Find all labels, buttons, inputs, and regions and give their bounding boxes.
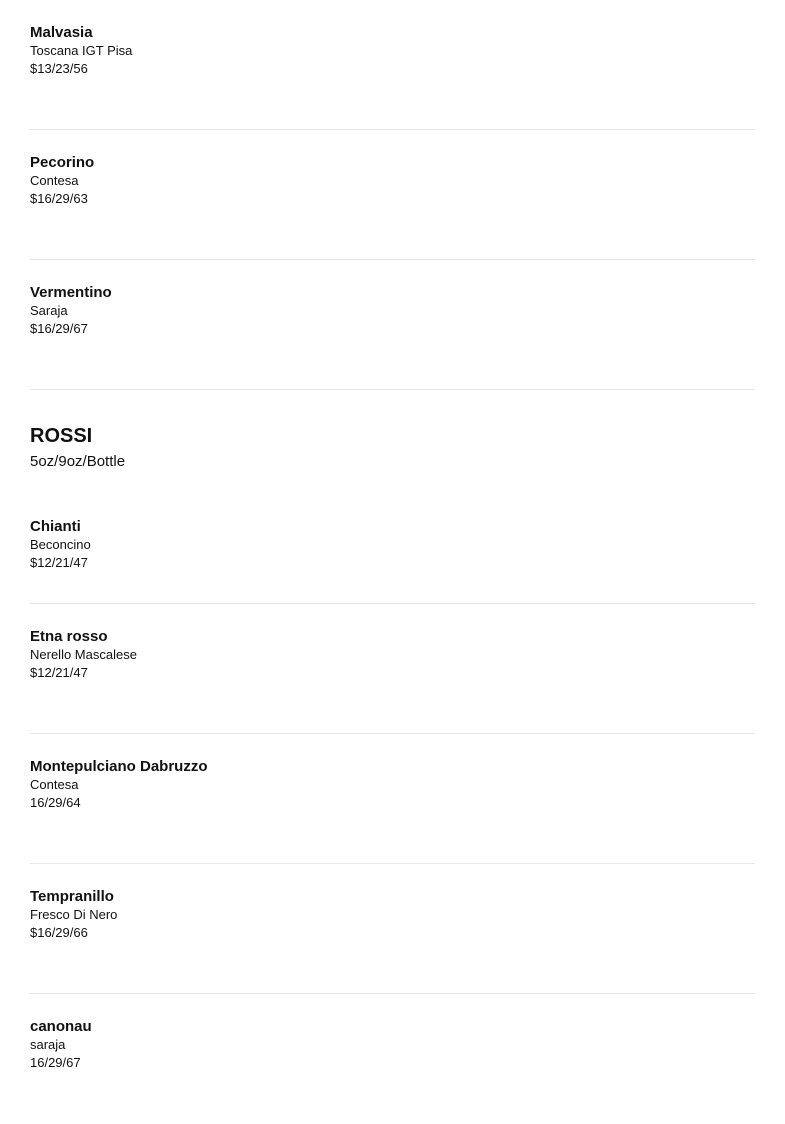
item-name: Montepulciano Dabruzzo	[30, 758, 208, 775]
menu-item-canonau	[30, 994, 755, 1124]
item-name: Pecorino	[30, 154, 95, 171]
item-description: Saraja	[30, 303, 68, 318]
item-price: $16/29/67	[30, 321, 88, 336]
item-name: Vermentino	[30, 284, 112, 301]
item-description: Beconcino	[30, 537, 91, 552]
menu-item-vermentino	[30, 260, 755, 390]
item-name: Chianti	[30, 518, 81, 535]
item-name: Malvasia	[30, 24, 93, 41]
section-header-rossi	[30, 390, 755, 496]
section-title: ROSSI	[30, 425, 93, 447]
item-name: Tempranillo	[30, 888, 114, 905]
item-price: $13/23/56	[30, 61, 88, 76]
item-name: canonau	[30, 1018, 92, 1035]
item-description: Nerello Mascalese	[30, 647, 137, 662]
item-description: Toscana IGT Pisa	[30, 43, 133, 58]
item-description: Fresco Di Nero	[30, 907, 118, 922]
item-description: Contesa	[30, 173, 79, 188]
menu-item-chianti	[30, 496, 755, 604]
section-items-rossi	[30, 496, 755, 1124]
item-price: 16/29/67	[30, 1055, 81, 1070]
section-subtitle: 5oz/9oz/Bottle	[30, 453, 126, 470]
item-description: Contesa	[30, 777, 79, 792]
item-price: $16/29/63	[30, 191, 88, 206]
item-name: Etna rosso	[30, 628, 108, 645]
menu-item-tempranillo	[30, 864, 755, 994]
menu-item-montepulciano	[30, 734, 755, 864]
wine-menu	[30, 0, 755, 1124]
menu-item-malvasia	[30, 0, 755, 130]
menu-item-etna-rosso	[30, 604, 755, 734]
item-price: $12/21/47	[30, 555, 88, 570]
item-price: $12/21/47	[30, 665, 88, 680]
menu-item-pecorino	[30, 130, 755, 260]
item-price: 16/29/64	[30, 795, 81, 810]
item-price: $16/29/66	[30, 925, 88, 940]
item-description: saraja	[30, 1037, 66, 1052]
